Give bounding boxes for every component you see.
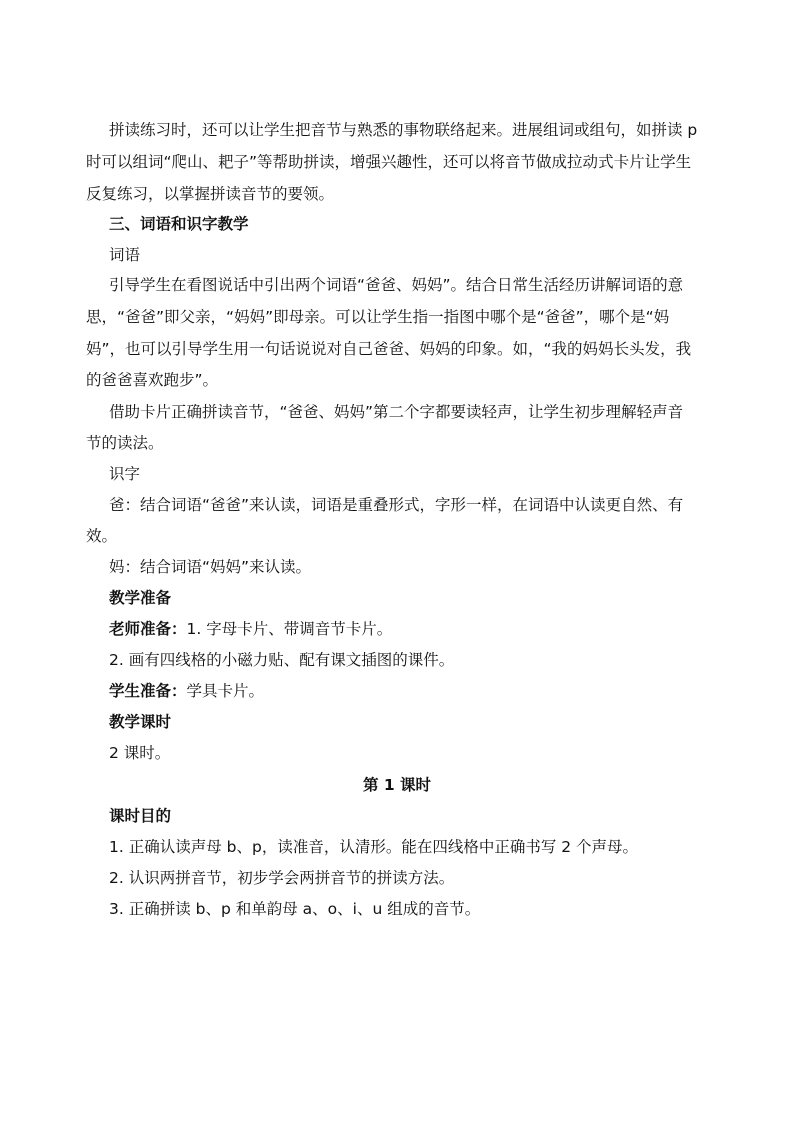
paragraph-line: 借助卡片正确拼读音节，“爸爸、妈妈”第二个字都要读轻声，让学生初步理解轻声音 (109, 403, 684, 421)
lesson-title: 第 1 课时 (362, 776, 432, 794)
section-heading: 课时目的 (109, 807, 172, 825)
paragraph-line: 效。 (86, 527, 118, 545)
section-heading: 教学课时 (109, 713, 172, 731)
student-prep-label: 学生准备： (109, 682, 187, 700)
paragraph-line: 妈”，也可以引导学生用一句话说说对自己爸爸、妈妈的印象。如，“我的妈妈长头发，我 (86, 340, 692, 358)
student-prep-text: 学具卡片。 (186, 682, 265, 700)
paragraph-line: 反复练习，以掌握拼读音节的要领。 (86, 185, 335, 203)
list-item: 1. 正确认读声母 b、p，读准音，认清形。能在四线格中正确书写 2 个声母。 (109, 838, 639, 856)
section-heading: 教学准备 (109, 589, 172, 607)
paragraph-line: 节的读法。 (86, 434, 164, 452)
paragraph-line: 拼读练习时，还可以让学生把音节与熟悉的事物联络起来。进展组词或组句，如拼读 p (109, 121, 698, 139)
student-prep-line (109, 681, 264, 701)
paragraph-line: 妈：结合词语“妈妈”来认读。 (109, 558, 312, 576)
teacher-prep-text: 1. 字母卡片、带调音节卡片。 (186, 620, 393, 638)
list-item: 3. 正确拼读 b、p 和单韵母 a、o、i、u 组成的音节。 (109, 900, 481, 918)
paragraph-line: 2. 画有四线格的小磁力贴、配有课文插图的课件。 (109, 651, 455, 669)
paragraph-line: 引导学生在看图说话中引出两个词语“爸爸、妈妈”。结合日常生活经历讲解词语的意 (109, 276, 684, 294)
paragraph-line: 时可以组词“爬山、耙子”等帮助拼读，增强兴趣性，还可以将音节做成拉动式卡片让学生 (86, 153, 692, 171)
list-item: 2. 认识两拼音节，初步学会两拼音节的拼读方法。 (109, 869, 455, 887)
section-heading: 三、词语和识字教学 (109, 215, 249, 233)
teacher-prep-label: 老师准备： (109, 620, 187, 638)
teacher-prep-line (109, 619, 392, 639)
subheading: 词语 (109, 246, 141, 264)
paragraph-line: 2 课时。 (109, 744, 171, 762)
subheading: 识字 (109, 465, 141, 483)
paragraph-line: 爸：结合词语“爸爸”来认读，词语是重叠形式，字形一样，在词语中认读更自然、有 (109, 496, 684, 514)
paragraph-line: 思，“爸爸”即父亲，“妈妈”即母亲。可以让学生指一指图中哪个是“爸爸”，哪个是“妈 (86, 308, 670, 326)
paragraph-line: 的爸爸喜欢跑步”。 (86, 371, 219, 389)
